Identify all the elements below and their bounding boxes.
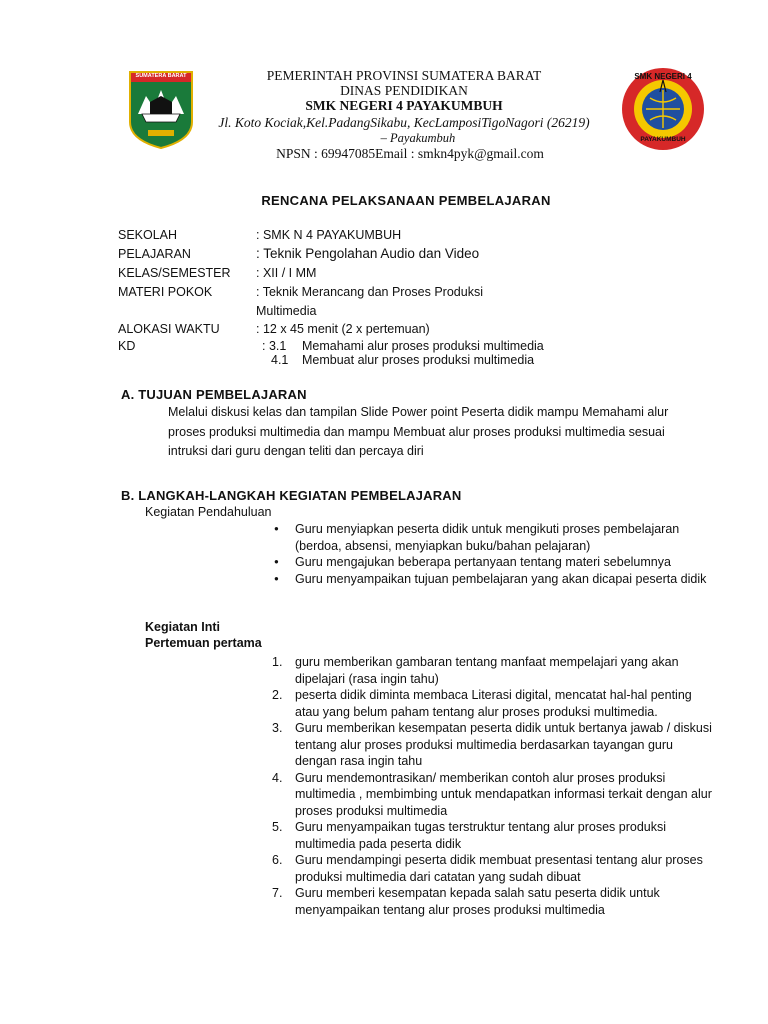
value-pelajaran: : Teknik Pengolahan Audio dan Video: [256, 246, 480, 261]
label-kelas: KELAS/SEMESTER: [118, 266, 231, 280]
label-materi: MATERI POKOK: [118, 285, 213, 299]
section-a-heading: A. TUJUAN PEMBELAJARAN: [121, 387, 307, 402]
header-line-government: PEMERINTAH PROVINSI SUMATERA BARAT: [266, 68, 542, 83]
school-logo-text-top: SMK NEGERI 4: [634, 72, 692, 81]
list-item: 5. Guru menyampaikan tugas terstruktur tentang alur proses produksi multimedia pada peserta didik: [272, 820, 667, 851]
value-alokasi: : 12 x 45 menit (2 x pertemuan): [256, 322, 430, 336]
header-line-school: SMK NEGERI 4 PAYAKUMBUH: [305, 98, 503, 113]
pertemuan-title: Pertemuan pertama: [145, 636, 262, 650]
school-logo-text-bottom: PAYAKUMBUH: [640, 136, 686, 143]
list-item: 7. Guru memberi kesempatan kepada salah satu peserta didik untuk menyampaikan tentang alur proses produksi multimedia: [272, 886, 660, 917]
section-a-line-3: intruksi dari guru dengan teliti dan percaya diri: [168, 444, 424, 458]
list-item: 3. Guru memberikan kesempatan peserta didik untuk bertanya jawab / diskusi tentang alur proses produksi multimedia berdasarkan tayangan guru dengan rasa ingin tahu: [272, 721, 712, 768]
province-logo-text: SUMATERA BARAT: [135, 73, 187, 79]
section-a-line-1: Melalui diskusi kelas dan tampilan Slide Power point Peserta didik mampu Memahami alur: [168, 405, 669, 419]
section-a-line-2: proses produksi multimedia dan mampu Membuat alur proses produksi multimedia sesuai: [168, 424, 665, 439]
inti-title: Kegiatan Inti: [145, 620, 221, 634]
inti-list: [272, 654, 712, 918]
list-item: ● Guru menyampaikan tujuan pembelajaran yang akan dicapai peserta didik: [272, 571, 712, 588]
list-item: 2. peserta didik diminta membaca Literasi digital, mencatat hal-hal penting atau yang belum paham tentang alur proses produksi multimedia.: [272, 688, 692, 719]
value-materi-line2: Multimedia: [256, 304, 317, 318]
list-item: 6. Guru mendampingi peserta didik membuat presentasi tentang alur proses produksi multimedia dari catatan yang sudah dibuat: [272, 853, 703, 884]
header-line-city: – Payakumbuh: [380, 131, 456, 145]
value-materi-line1: : Teknik Merancang dan Proses Produksi: [256, 285, 483, 299]
section-b-heading: B. LANGKAH-LANGKAH KEGIATAN PEMBELAJARAN: [121, 488, 462, 503]
kd-2-number: 4.1: [271, 353, 289, 367]
label-pelajaran: PELAJARAN: [118, 247, 191, 261]
header-line-department: DINAS PENDIDIKAN: [340, 83, 468, 98]
document-title: RENCANA PELAKSANAAN PEMBELAJARAN: [261, 193, 551, 208]
kd-1-text: Memahami alur proses produksi multimedia: [302, 339, 544, 353]
label-kd: KD: [118, 339, 136, 353]
kd-1-number: : 3.1: [262, 339, 287, 353]
kd-2-text: Membuat alur proses produksi multimedia: [302, 353, 535, 367]
list-item: 4. Guru mendemontrasikan/ memberikan contoh alur proses produksi multimedia , membimbing untuk mendapatkan informasi terkait dengan alur proses produksi multimedia: [272, 770, 712, 818]
list-item: 1. guru memberikan gambaran tentang manfaat mempelajari yang akan dipelajari (rasa ingin tahu): [272, 655, 679, 686]
pendahuluan-list: [272, 521, 712, 587]
header-line-contact: NPSN : 69947085Email : smkn4pyk@gmail.com: [276, 146, 544, 161]
label-alokasi: ALOKASI WAKTU: [118, 322, 220, 336]
pendahuluan-title: Kegiatan Pendahuluan: [145, 505, 272, 519]
section-a-paragraph: [168, 403, 708, 462]
value-kelas: : XII / I MM: [256, 266, 317, 280]
list-item: ● Guru menyiapkan peserta didik untuk mengikuti proses pembelajaran (berdoa, absensi, menyiapkan buku/bahan pelajaran): [272, 521, 712, 554]
value-sekolah: : SMK N 4 PAYAKUMBUH: [256, 228, 402, 242]
header-line-address: Jl. Koto Kociak,Kel.PadangSikabu, KecLamposiTigoNagori (26219): [218, 115, 590, 130]
list-item: ● Guru mengajukan beberapa pertanyaan tentang materi sebelumnya: [272, 554, 712, 571]
label-sekolah: SEKOLAH: [118, 228, 178, 242]
